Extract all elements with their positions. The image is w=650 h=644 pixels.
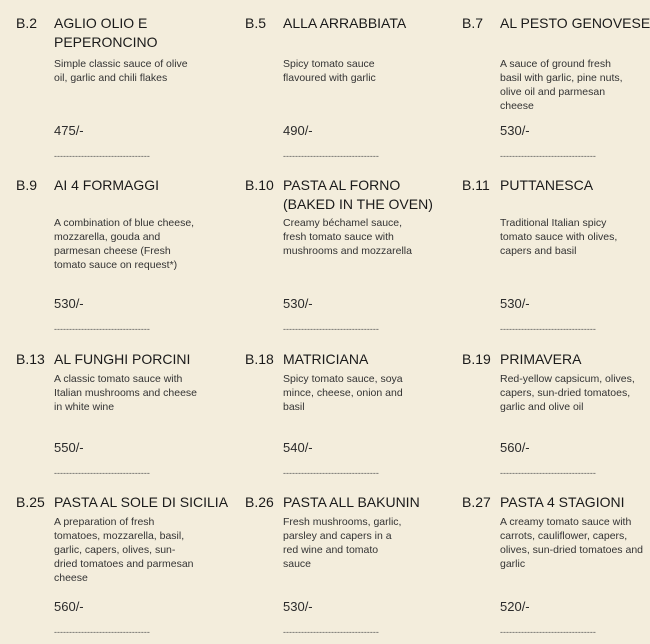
item-code: B.11 [462, 177, 490, 193]
item-description: A creamy tomato sauce with carrots, cauliflower, capers, olives, sun-dried tomatoes and garlic [500, 516, 643, 570]
divider: -------------------------------- [283, 627, 379, 637]
item-name: PASTA 4 STAGIONI [500, 494, 625, 510]
item-price: 560/- [54, 599, 84, 614]
item-name: PASTA ALL BAKUNIN [283, 494, 420, 510]
divider: -------------------------------- [283, 468, 379, 478]
item-name: PUTTANESCA [500, 177, 594, 193]
item-name: AL PESTO GENOVESE [500, 15, 650, 31]
divider: -------------------------------- [283, 151, 379, 161]
divider: -------------------------------- [54, 324, 150, 334]
item-description: A combination of blue cheese, mozzarella, gouda and parmesan cheese (Fresh tomato sauce on request*) [54, 217, 195, 271]
item-name: PASTA AL FORNO (BAKED IN THE OVEN) [283, 177, 433, 212]
item-code: B.19 [462, 351, 491, 367]
item-code: B.5 [245, 15, 267, 31]
item-price: 490/- [283, 123, 313, 138]
item-name: AI 4 FORMAGGI [54, 177, 160, 193]
item-price: 550/- [54, 440, 84, 455]
item-code: B.25 [16, 494, 45, 510]
item-name: AGLIO OLIO E PEPERONCINO [54, 15, 158, 50]
item-code: B.26 [245, 494, 274, 510]
item-description: Red-yellow capsicum, olives, capers, sun-dried tomatoes, garlic and olive oil [500, 373, 635, 413]
item-description: A preparation of fresh tomatoes, mozzarella, basil, garlic, capers, olives, sun-dried tomatoes and parmesan cheese [54, 516, 194, 584]
item-name: PRIMAVERA [500, 351, 582, 367]
divider: -------------------------------- [54, 468, 150, 478]
item-price: 530/- [283, 599, 313, 614]
divider: -------------------------------- [283, 324, 379, 334]
item-code: B.7 [462, 15, 484, 31]
item-description: A sauce of ground fresh basil with garlic, pine nuts, olive oil and parmesan cheese [500, 58, 623, 112]
item-name: ALLA ARRABBIATA [283, 15, 407, 31]
item-price: 475/- [54, 123, 84, 138]
divider: -------------------------------- [54, 151, 150, 161]
item-description: Spicy tomato sauce, soya mince, cheese, onion and basil [283, 373, 403, 413]
item-code: B.10 [245, 177, 274, 193]
divider: -------------------------------- [500, 324, 596, 334]
item-code: B.27 [462, 494, 491, 510]
item-description: Creamy béchamel sauce, fresh tomato sauce with mushrooms and mozzarella [283, 217, 412, 257]
item-price: 530/- [500, 123, 530, 138]
item-description: Spicy tomato sauce flavoured with garlic [283, 58, 376, 84]
item-price: 560/- [500, 440, 530, 455]
item-code: B.13 [16, 351, 45, 367]
item-name: MATRICIANA [283, 351, 369, 367]
item-price: 530/- [283, 296, 313, 311]
divider: -------------------------------- [54, 627, 150, 637]
item-code: B.9 [16, 177, 38, 193]
item-price: 530/- [54, 296, 84, 311]
item-price: 540/- [283, 440, 313, 455]
item-code: B.18 [245, 351, 274, 367]
item-description: Simple classic sauce of olive oil, garlic and chili flakes [54, 58, 188, 84]
item-description: A classic tomato sauce with Italian mushrooms and cheese in white wine [54, 373, 197, 413]
divider: -------------------------------- [500, 468, 596, 478]
item-name: AL FUNGHI PORCINI [54, 351, 191, 367]
item-description: Traditional Italian spicy tomato sauce with olives, capers and basil [500, 217, 618, 257]
item-price: 520/- [500, 599, 530, 614]
item-name: PASTA AL SOLE DI SICILIA [54, 494, 229, 510]
item-code: B.2 [16, 15, 38, 31]
item-price: 530/- [500, 296, 530, 311]
item-description: Fresh mushrooms, garlic, parsley and capers in a red wine and tomato sauce [283, 516, 402, 570]
divider: -------------------------------- [500, 151, 596, 161]
divider: -------------------------------- [500, 627, 596, 637]
